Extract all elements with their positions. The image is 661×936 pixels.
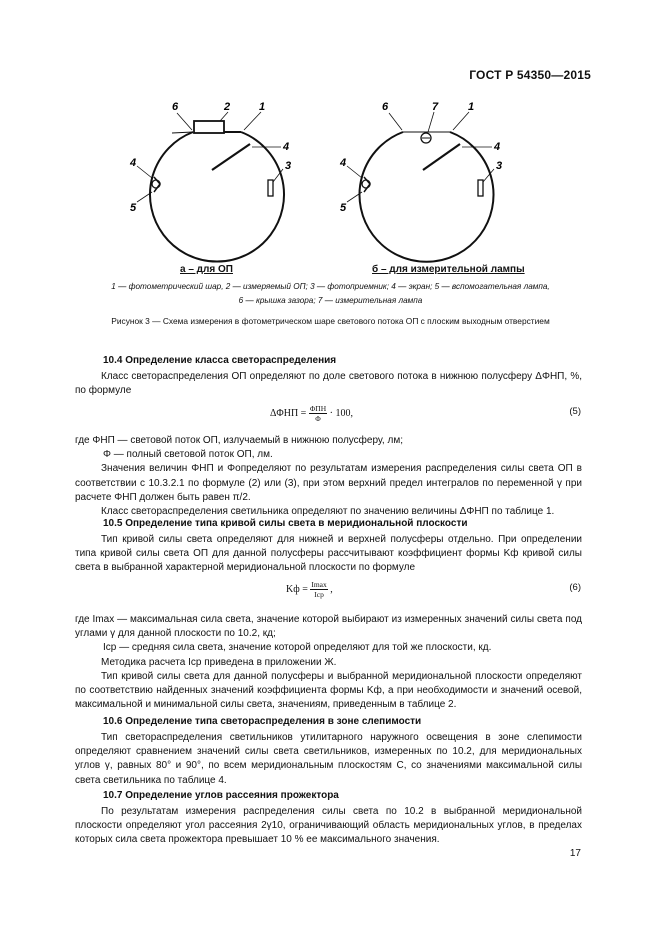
figure-3	[120, 92, 540, 282]
section-heading-10-7: 10.7 Определение углов рассеяния прожектора	[103, 790, 339, 801]
caption-b: б – для измерительной лампы	[372, 264, 525, 275]
formula-6	[286, 580, 333, 599]
section-heading-10-5: 10.5 Определение типа кривой силы света в меридиональной плоскости	[103, 518, 468, 529]
left-label-4a: 4	[283, 141, 290, 153]
formula-6-numerator: Imax	[311, 580, 327, 589]
left-label-6: 6	[172, 101, 179, 113]
formula-5-numerator: ΦПН	[309, 404, 327, 413]
formula-6-fraction	[310, 580, 327, 599]
formula-5-tail: · 100,	[329, 407, 353, 419]
formula-5	[270, 404, 353, 423]
document-code: ГОСТ Р 54350—2015	[469, 68, 591, 82]
right-label-4b: 4	[340, 157, 347, 169]
left-label-4b: 4	[130, 157, 137, 169]
formula-5-fraction	[309, 404, 327, 423]
caption-a: а – для ОП	[180, 264, 233, 275]
left-label-3: 3	[285, 160, 292, 172]
right-label-1: 1	[468, 101, 475, 113]
sphere-left	[150, 121, 284, 262]
where-line-2: Φ — полный световой поток ОП, лм.	[103, 449, 273, 461]
where-block-5	[75, 434, 582, 519]
paragraph-10-6	[75, 731, 582, 788]
formula-6-tail: ,	[330, 583, 333, 595]
right-label-4a: 4	[494, 141, 501, 153]
formula-5-denominator: Φ	[315, 414, 321, 423]
right-label-6: 6	[382, 101, 389, 113]
figure-legend-line-1: 1 — фотометрический шар, 2 — измеряемый ОП; 3 — фотоприемник; 4 — экран; 5 — вспомогательная лампа,	[111, 282, 550, 291]
right-label-3: 3	[496, 160, 503, 172]
paragraph-class: Класс светораспределения светильника определяют по значению величины ΔΦНП по таблице 1.	[101, 506, 555, 518]
paragraph-text: По результатам измерения распределения силы света по 10.2 в выбранной меридиональной плоскости определяют угол рассеяния 2γ10, ограничивающий область меридиональных углов, в пределах которых сила света прожектора превышает 10 % ее максимального значения.	[75, 806, 582, 846]
section-heading-10-6: 10.6 Определение типа светораспределения в зоне слепимости	[103, 716, 422, 727]
paragraph-type: Тип кривой силы света для данной полусферы и выбранной меридиональной плоскости определяют по соответствию найденных значений коэффициента формы Kф, а при необходимости и значений осевой, максимальной и минимальной силы света, значениям, приведенным в таблице 2.	[75, 670, 582, 711]
formula-5-lhs: ΔΦНП =	[270, 407, 307, 419]
paragraph-text: Тип кривой силы света определяют для нижней и верхней полусферы отдельно. При определении типа кривой силы света ОП для данной полусферы рассчитывают коэффициент формы Kф кривой силы света в выбранной характерной меридиональной плоскости по формуле	[75, 534, 582, 574]
leader-lines-left	[137, 112, 283, 202]
formula-6-number: (6)	[569, 582, 581, 593]
left-label-2: 2	[224, 101, 231, 113]
where-line-3: где Imax — максимальная сила света, значение которой выбирают из измеренных значений силы света под углами γ для данной плоскости по 10.2, кд;	[75, 614, 582, 640]
where-block-6	[75, 613, 582, 712]
paragraph-values: Значения величин ΦНП и Φопределяют по результатам измерения распределения силы света ОП в соответствии с 10.3.2.1 по формуле (2) или (3), при этом верхний предел интегралов по переменной γ при расчете ΦНП должен быть равен π/2.	[75, 463, 582, 503]
left-label-5: 5	[130, 202, 137, 214]
section-heading-10-4: 10.4 Определение класса светораспределения	[103, 355, 337, 366]
formula-6-lhs: Kф =	[286, 583, 308, 595]
formula-6-denominator: Iср	[314, 590, 324, 599]
page-number: 17	[569, 848, 581, 859]
paragraph-10-7	[75, 805, 582, 848]
right-label-5: 5	[340, 202, 347, 214]
figure-legend-line-2: 6 — крышка зазора; 7 — измерительная лампа	[238, 296, 423, 305]
left-label-1: 1	[259, 101, 266, 113]
where-line-4: Iср — средняя сила света, значение которой определяют для той же плоскости, кд.	[103, 642, 492, 654]
where-line-1: где ΦНП — световой поток ОП, излучаемый в нижнюю полусферу, лм;	[75, 435, 403, 446]
paragraph-10-4-intro	[75, 370, 582, 398]
paragraph-10-5-intro	[75, 533, 582, 576]
right-label-7: 7	[432, 101, 439, 113]
leader-lines-right	[347, 112, 494, 202]
figure-caption: Рисунок 3 — Схема измерения в фотометрическом шаре светового потока ОП с плоским выходным отверстием	[111, 316, 550, 326]
sphere-diagrams	[120, 92, 540, 282]
formula-5-number: (5)	[569, 406, 581, 417]
paragraph-text: Класс светораспределения ОП определяют по доле светового потока в нижнюю полусферу ΔΦНП, %, по формуле	[75, 371, 582, 397]
paragraph-method: Методика расчета Iср приведена в приложении Ж.	[101, 656, 337, 668]
paragraph-text: Тип светораспределения светильников утилитарного наружного освещения в зоне слепимости определяют сравнением значений силы света светильников, измеренных по 10.2, для меридиональных углов γ, равных 80° и 90°, по всем меридиональным плоскостям C, со значениями максимальной силы света светильника по таблице 4.	[75, 732, 582, 786]
sphere-right	[360, 132, 494, 262]
